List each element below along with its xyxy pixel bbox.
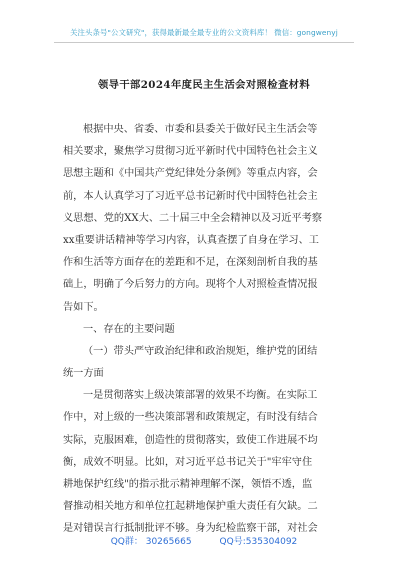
body-line: 前，本人认真学习了习近平总书记新时代中国特色社会主 xyxy=(63,190,318,202)
body-line: 督推动相关地方和单位扛起耕地保护重大责任有欠缺。二 xyxy=(63,501,318,513)
subsection-heading: （一）带头严守政治纪律和政治规矩，维护党的团结 xyxy=(83,345,318,357)
body-line: 实际，克服困难，创造性的贯彻落实，致使工作进展不均 xyxy=(63,434,318,446)
document-body xyxy=(63,119,349,541)
body-line: 础上，明确了今后努力的方向。现将个人对照检查情况报 xyxy=(63,279,318,291)
body-line: 衡，成效不明显。比如，对习近平总书记关于"牢牢守住 xyxy=(63,456,313,468)
body-line: 相关要求，聚焦学习贯彻习近平新时代中国特色社会主义 xyxy=(63,146,318,158)
body-line: 作和生活等方面存在的差距和不足，在深刻剖析自我的基 xyxy=(63,257,318,269)
document-title: 领导干部2024年度民主生活会对照检查材料 xyxy=(97,79,311,91)
footer-qq-number: QQ号:535304092 xyxy=(219,537,298,547)
body-line: xx重要讲话精神等学习内容，认真查摆了自身在学习、工 xyxy=(63,234,319,246)
body-line: 思想主题和《中国共产党纪律处分条例》等重点内容，会 xyxy=(63,168,318,180)
header-divider xyxy=(54,42,354,43)
footer-qq-group: QQ群： 30265665 xyxy=(110,537,192,547)
body-line: 一是贯彻落实上级决策部署的效果不均衡。在实际工 xyxy=(83,390,318,402)
body-line: 耕地保护红线"的指示批示精神理解不深，领悟不透，监 xyxy=(63,479,313,490)
body-line: 是对错误言行抵制批评不够。身为纪检监察干部，对社会 xyxy=(63,523,318,535)
body-line: 义思想、党的XX大、二十届三中全会精神以及习近平考察 xyxy=(63,212,323,224)
footer-contact xyxy=(0,534,408,547)
body-line: 告如下。 xyxy=(63,301,104,313)
header-note: 关注头条号"公文研究"，获得最新最全最专业的公文资料库！ 微信：gongwenyj xyxy=(70,28,338,37)
body-line: 根据中央、省委、市委和县委关于做好民主生活会等 xyxy=(83,124,318,135)
section-heading: 一、存在的主要问题 xyxy=(83,323,175,335)
subsection-heading-cont: 统一方面 xyxy=(63,368,104,380)
body-line: 作中，对上级的一些决策部署和政策规定，有时没有结合 xyxy=(63,412,318,424)
